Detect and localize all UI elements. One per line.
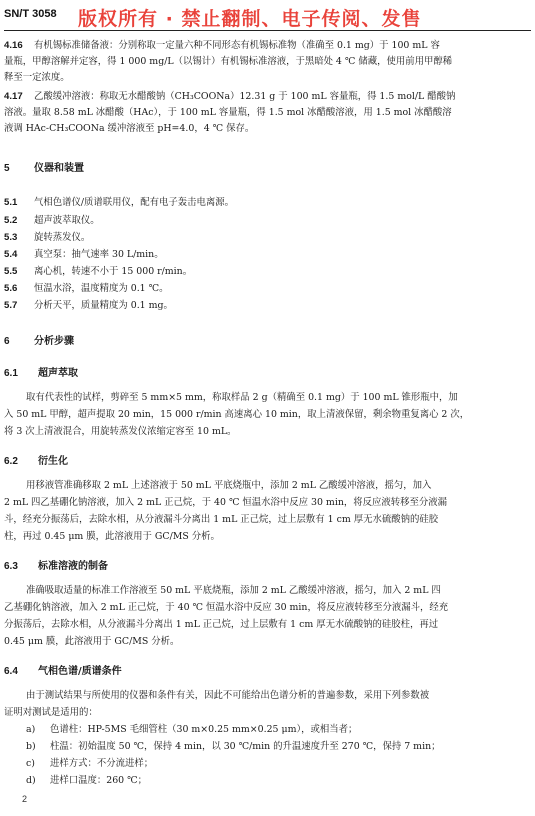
standard-code: SN/T 3058 <box>4 8 57 20</box>
item-5-1: 5.1 气相色谱仪/质谱联用仪，配有电子轰击电离源。 <box>4 197 235 208</box>
subsection-6-4-heading: 6.4 气相色谱/质谱条件 <box>4 666 122 677</box>
clause-4-16-line-1: 4.16 有机锡标准储备液：分别称取一定量六种不同形态有机锡标准物（准确至 0.1 mg）于 100 mL 容 <box>4 40 440 51</box>
page-number: 2 <box>22 794 28 804</box>
item-5-3: 5.3 旋转蒸发仪。 <box>4 232 91 243</box>
subsection-6-1-line-3: 将 3 次上清液混合，用旋转蒸发仪浓缩定容至 10 mL。 <box>4 426 237 437</box>
section-6-heading: 6 分析步骤 <box>4 336 74 347</box>
subsection-6-4-line-1: 由于测试结果与所使用的仪器和条件有关，因此不可能给出色谱分析的普遍参数，采用下列参数被 <box>26 690 430 701</box>
condition-item-a: a) 色谱柱：HP-5MS 毛细管柱（30 m×0.25 mm×0.25 μm），或相当者； <box>26 724 358 735</box>
item-5-7: 5.7 分析天平，质量精度为 0.1 mg。 <box>4 300 173 311</box>
subsection-6-2-line-2: 2 mL 四乙基硼化钠溶液，加入 2 mL 正己烷，于 40 ℃ 恒温水浴中反应 30 min，将反应液转移至分液漏 <box>4 497 447 508</box>
item-5-5: 5.5 离心机，转速不小于 15 000 r/min。 <box>4 266 193 277</box>
subsection-6-4-line-2: 证明对测试是适用的： <box>4 707 98 718</box>
subsection-6-3-line-1: 准确吸取适量的标准工作溶液至 50 mL 平底烧瓶，添加 2 mL 乙酸缓冲溶液，摇匀，加入 2 mL 四 <box>26 585 441 596</box>
item-5-2: 5.2 超声波萃取仪。 <box>4 215 100 226</box>
subsection-6-1-line-1: 取有代表性的试样，剪碎至 5 mm×5 mm，称取样品 2 g（精确至 0.1 mg）于 100 mL 锥形瓶中，加 <box>26 392 458 403</box>
subsection-6-1-line-2: 入 50 mL 甲醇，超声提取 20 min，15 000 r/min 高速离心 10 min，取上清液保留，剩余物重复离心 2 次， <box>4 409 470 420</box>
clause-4-17-line-3: 液调 HAc-CH₃COONa 缓冲溶液至 pH=4.0，4 ℃ 保存。 <box>4 123 255 134</box>
clause-4-16-line-2: 量瓶，甲醇溶解并定容，得 1 000 mg/L（以锡计）有机锡标准溶液，于黑暗处 4 ℃ 储藏，使用前用甲醇稀 <box>4 56 453 67</box>
subsection-6-3-heading: 6.3 标准溶液的制备 <box>4 561 108 572</box>
clause-4-17-line-2: 溶液。量取 8.58 mL 冰醋酸（HAc），于 100 mL 容量瓶，得 1.5 mol 冰醋酸溶液，用 1.5 mol 冰醋酸溶 <box>4 107 452 118</box>
header-rule <box>4 30 531 31</box>
subsection-6-3-line-4: 0.45 μm 膜，此溶液用于 GC/MS 分析。 <box>4 636 180 647</box>
clause-4-16-line-3: 释至一定浓度。 <box>4 72 70 83</box>
clause-4-17-line-1: 4.17 乙酸缓冲溶液：称取无水醋酸钠（CH₃COONa）12.31 g 于 100 mL 容量瓶，得 1.5 mol/L 醋酸钠 <box>4 91 456 102</box>
subsection-6-2-heading: 6.2 衍生化 <box>4 456 68 467</box>
condition-item-d: d) 进样口温度：260 ℃； <box>26 775 147 786</box>
section-5-heading: 5 仪器和装置 <box>4 163 84 174</box>
subsection-6-1-heading: 6.1 超声萃取 <box>4 368 78 379</box>
condition-item-c: c) 进样方式：不分流进样； <box>26 758 154 769</box>
subsection-6-2-line-4: 柱，再过 0.45 μm 膜，此溶液用于 GC/MS 分析。 <box>4 531 220 542</box>
item-5-4: 5.4 真空泵：抽气速率 30 L/min。 <box>4 249 164 260</box>
subsection-6-3-line-2: 乙基硼化钠溶液，加入 2 mL 正己烷，于 40 ℃ 恒温水浴中反应 30 min，将反应液转移至分液漏斗，经充 <box>4 602 449 613</box>
item-5-6: 5.6 恒温水浴，温度精度为 0.1 ℃。 <box>4 283 169 294</box>
condition-item-b: b) 柱温：初始温度 50 ℃，保持 4 min，以 30 ℃/min 的升温速度升至 270 ℃，保持 7 min； <box>26 741 441 752</box>
subsection-6-3-line-3: 分振荡后，去除水相，从分液漏斗分离出 1 mL 正己烷，过上层敷有 1 cm 厚无水硫酸钠的硅胶柱，再过 <box>4 619 439 630</box>
copyright-watermark: 版权所有 · 禁止翻制、电子传阅、发售 <box>78 8 422 30</box>
subsection-6-2-line-3: 斗，经充分振荡后，去除水相，从分液漏斗分离出 1 mL 正己烷，过上层敷有 1 cm 厚无水硫酸钠的硅胶 <box>4 514 439 525</box>
subsection-6-2-line-1: 用移液管准确移取 2 mL 上述溶液于 50 mL 平底烧瓶中，添加 2 mL 乙酸缓冲溶液，摇匀，加入 <box>26 480 432 491</box>
